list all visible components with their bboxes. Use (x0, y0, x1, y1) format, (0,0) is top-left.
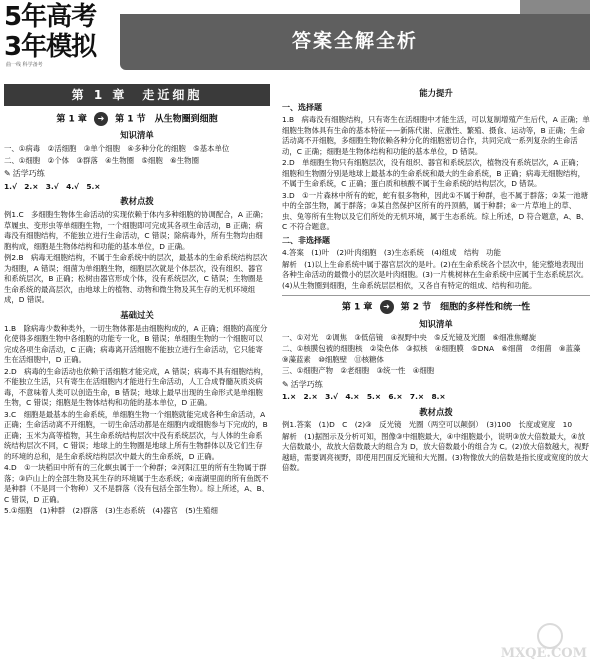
right-column (282, 84, 590, 664)
practice-answers: 1.√ 2.× 3.√ 4.√ 5.× (4, 181, 101, 191)
choice-heading: 一、选择题 (282, 102, 322, 112)
knowledge2-title: 知识清单 (419, 318, 453, 329)
choice-para: 2.D 单细胞生物只有细胞层次，没有组织、器官和系统层次，植物没有系统层次，A 正确；细胞和生物圈分别是地球上最基本的生命系统和最大的生命系统，B 正确；病毒无细胞结构，不属于生命系统，C 正确；蛋白质和核酸不属于生命系统的结构层次，D 错误。 (282, 158, 586, 189)
textbook-para: 例2.B 病毒无细胞结构，不属于生命系统中的层次，最基本的生命系统结构层次为细胞，A 错误；细菌为单细胞生物，细胞层次就是个体层次，没有组织、器官和系统层次，B 正确；松树由器官形成个体，没有系统层次，C 错误；生物圈是生命系统的最高层次，由地球上的植物、动物和微生物及其生存的无机环境组成，D 错误。 (4, 253, 268, 305)
pencil-icon: ✎ (282, 379, 289, 389)
choice-para: 3.D ①一片森林中所有的蛇，蛇有很多物种，因此①不属于种群，也不属于群落；②某一池塘中的全部生物，属于群落；③某自然保护区所有的丹顶鹤，属于种群；④一片草地上的草、虫、兔等所有生物以及它们所处的无机环境，属于生态系统。综上所述，D 符合题意，A、B、C 不符合题意。 (282, 190, 589, 232)
practice-heading (4, 168, 270, 179)
left-column (4, 84, 270, 664)
basic-para: 2.D 病毒的生命活动也依赖于活细胞才能完成，A 错误；病毒不具有细胞结构，不能独立生活，只有寄生在活细胞内才能进行生命活动，人工合成脊髓灰质炎病毒，不意味着人类可以创造生命，B 错误；地球上最早出现的生命形式是单细胞生物，C 错误；细胞是生物体结构和功能的基本单位，D 正确。 (4, 366, 269, 408)
banner-title: 答案全解全析 (291, 30, 418, 52)
practice2-heading (282, 379, 590, 390)
logo-tagline: 曲一线 科学备考 (6, 62, 43, 68)
knowledge-title: 知识清单 (120, 130, 154, 141)
arrow-icon: ➜ (94, 112, 108, 126)
page-header (0, 0, 593, 78)
section-title (4, 112, 270, 126)
textbook2-title: 教材点拨 (419, 406, 453, 417)
book-logo (4, 2, 122, 74)
knowledge2-line: 一、①对光 ②调焦 ③低倍镜 ④视野中央 ⑤反光镜及光圈 ⑥细准焦螺旋 (282, 332, 537, 342)
pencil-icon: ✎ (4, 169, 11, 179)
textbook2-para: 例1.答案 (1)D C (2)③ 反光镜 光圈（两空可以颠倒） (3)100 长度或宽度 10 (282, 420, 573, 430)
practice2-answers: 1.× 2.× 3.√ 4.× 5.× 6.× 7.× 8.× (282, 391, 446, 401)
header-banner (120, 14, 590, 70)
logo-line-2: 3年模拟 (4, 32, 97, 62)
knowledge-line: 二、①细胞 ②个体 ③群落 ④生物圈 ⑤细胞 ⑥生物圈 (4, 155, 199, 165)
basic-title: 基础过关 (120, 309, 154, 320)
section-chapter: 第 1 章 (56, 114, 87, 125)
practice2-title: 活学巧练 (290, 379, 323, 389)
section2-title (282, 300, 590, 314)
watermark-text: MXQE.COM (500, 645, 587, 661)
arrow-icon: ➜ (380, 300, 394, 314)
nonchoice-para: 解析 (1)以上生命系统中属于器官层次的是叶。(2)在生命系统各个层次中，能完整地表现出各种生命活动的最微小的层次是叶肉细胞。(3)一片桃树林在生命系统中应属于生态系统层次。(4)从生物圈到细胞，生命系统层层相依，又各自有特定的组成、结构和功能。 (282, 259, 589, 290)
textbook-title: 教材点拨 (120, 196, 154, 207)
basic-para: 4.D ①一块稻田中所有的三化螟虫属于一个种群；②河阳江里的所有生物属于群落；③庐山上的全部生物及其生存的环境属于生态系统；④南湖里面的所有鱼既不是种群（不是同一个物种）又不是群落（没有包括全部生物）。综上所述，A、B、C 错误，D 正确。 (4, 463, 270, 504)
knowledge2-line: 二、①核膜包被的细胞核 ②染色体 ③拟核 ④细胞膜 ⑤DNA ⑥细菌 ⑦细菌 ⑧蓝藻 ⑨藻蓝素 ⑩细胞壁 ⑪核糖体 (282, 344, 588, 364)
banner-corner (520, 0, 590, 14)
section2-name: 第 2 节 细胞的多样性和统一性 (400, 302, 531, 313)
logo-line-1: 5年高考 (4, 2, 97, 32)
choice-para: 1.B 病毒没有细胞结构，只有寄生在活细胞中才能生活，可以复制增殖产生后代，A 正确；单细胞生物体具有生命的基本特征——新陈代谢、应激性、繁殖、摄食、运动等，B 正确；生命活动离不开细胞，多细胞生物依赖各种分化的细胞密切合作，共同完成一系列复杂的生命活动，C 正确；细胞是生物体结构和功能的基本单位，D 错误。 (282, 115, 590, 156)
knowledge2-line: 三、①细胞产物 ②老细胞 ③统一性 ④细胞 (282, 366, 435, 376)
basic-para: 1.B 除病毒少数种类外，一切生物体都是由细胞构成的，A 正确；细胞的高度分化使得多细胞生物中各细胞的功能专一化，B 错误；单细胞生物的一个细胞可以完成各项生命活动，C 正确；病毒离开活细胞不能独立进行生命活动，它只能寄生在活细胞中，D 正确。 (4, 323, 268, 365)
section-name: 第 1 节 从生物圈到细胞 (115, 114, 218, 125)
knowledge-line: 一、①病毒 ②活细胞 ③单个细胞 ④多种分化的细胞 ⑤基本单位 (4, 144, 230, 154)
ability-title: 能力提升 (419, 88, 453, 98)
nonchoice-heading: 二、非选择题 (282, 235, 330, 245)
textbook2-para: 解析 (1)据图示及分析可知，图像③中细胞最大，④中细胞最小，说明③放大倍数最大，④放大倍数最小，故放大倍数最大的组合为 D，放大倍数最小的组合为 C。(2)放大倍数越大，视野越暗，需要调亮视野，即使用凹面反光镜和大光圈。(3)物像放大的倍数是指长度或宽度的放大倍数。 (282, 431, 589, 473)
watermark (500, 623, 587, 663)
section-divider (282, 295, 590, 296)
nonchoice-para: 4.答案 (1)叶 (2)叶肉细胞 (3)生态系统 (4)组成 结构 功能 (282, 248, 501, 258)
section2-chapter: 第 1 章 (341, 302, 373, 313)
practice-title: 活学巧练 (12, 169, 45, 179)
chapter-title: 第 1 章 走近细胞 (4, 84, 270, 106)
textbook-para: 例1.C 多细胞生物体生命活动的实现依赖于体内多种细胞的协调配合，A 正确；草履虫、变形虫等单细胞生物，一个细胞即可完成其各项生命活动，B 正确；病毒没有细胞结构，不能独立进行生命活动，C 错误；除病毒外，所有生物均由细胞构成，细胞是生物体结构和功能的基本单位，D 正确。 (4, 210, 268, 251)
basic-para: 3.C 细胞是最基本的生命系统，单细胞生物一个细胞就能完成各种生命活动，A 正确；生命活动离不开细胞，一切生命活动都是在细胞内或细胞参与下完成的，B 正确；玉米为高等植物，其生命系统结构层次中没有系统层次，与人体的生命系统结构层次不同，C 错误；地球上的生物圈是地球上所有生物群体以及它们生存的环境的总和，是生命系统结构层次中最大的生命系统，D 正确。 (4, 409, 268, 461)
basic-para: 5.①细胞 (1)种群 (2)群落 (3)生态系统 (4)器官 (5)生殖细 (4, 506, 218, 516)
